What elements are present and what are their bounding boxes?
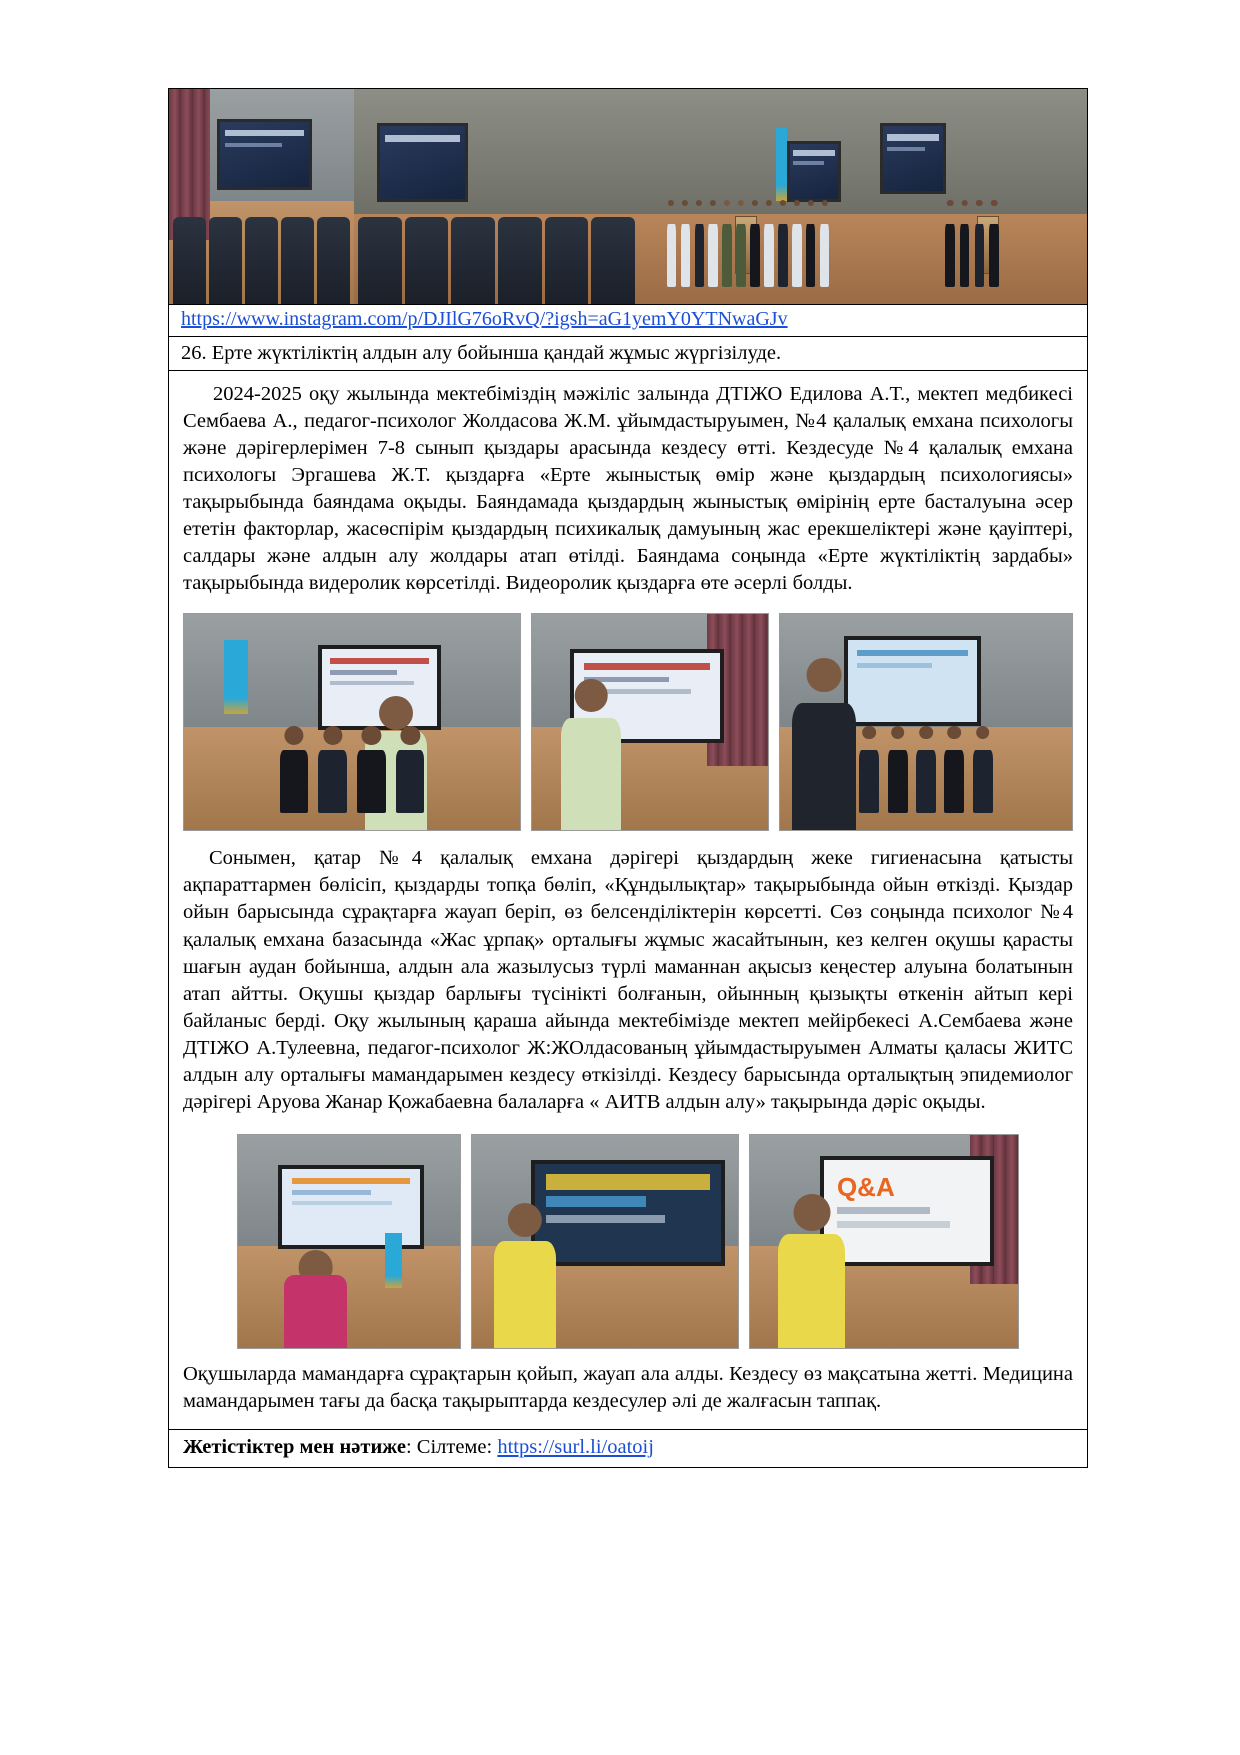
paragraph-2: Сонымен, қатар №4 қалалық емхана дәрігері қыздардың жеке гигиенасына қатысты ақпараттармен бөлісіп, қыздарды топқа бөліп, «Құндылықтар» тақырыбында ойын өткізді. Қыздар ойын барысында сұрақтарға жауап беріп, өз белсенділіктерін көрсетті. Сөз соңында психолог №4 қалалық емхана базасында «Жас ұрпақ» орталығы жұмыс жасайтынын, кез келген оқушы қарасты шағын аудан бойынша, алдын ала жазылусыз түрлі маманнан ақысыз кеңестер алуына болатынын атап айтты. Оқушы қыздар барлығы түсінікті болғанын, ойынның қызықты өткенін айтып кері байланыс берді. Оқу жылының қараша айында мектебімізде мектеп мейірбекесі А.Сембаева және ДТІЖО А.Тулеевна, педагог-психолог Ж:ЖОлдасованың ұйымдастыруымен Алматы қаласы ЖИТС алдын алу орталығы мамандарымен кездесу өткізілді. Кездесу барысында орталықтың эпидемиолог дәрігері Аруова Жанар Қожабаевна балаларға « АИТВ алдын алу» тақырында дәріс оқыды.	[183, 847, 1073, 1113]
document-table	[168, 88, 1088, 1468]
photo-row-1	[183, 613, 1073, 831]
students-standing-classroom-photo	[779, 613, 1073, 831]
collage-cell	[169, 89, 1088, 305]
instagram-link[interactable]: https://www.instagram.com/p/DJIlG76oRvQ/?igsh=aG1yemY0YTNwaGJv	[181, 308, 788, 330]
instagram-link-row	[169, 305, 1088, 337]
lecture-projector-photo	[237, 1134, 461, 1349]
aitv-presentation-photo	[471, 1134, 739, 1349]
result-link[interactable]: https://surl.li/oatoij	[497, 1435, 654, 1458]
collage-photo-left	[169, 89, 354, 304]
collage-photo-inset	[354, 89, 639, 304]
question-heading-row	[169, 337, 1088, 371]
result-cell	[169, 1429, 1088, 1467]
body-cell	[169, 371, 1088, 1430]
photo-row-2	[183, 1134, 1073, 1349]
instagram-link-cell	[169, 305, 1088, 337]
body-row	[169, 371, 1088, 1430]
question-heading: 26. Ерте жүктіліктің алдын алу бойынша қандай жұмыс жүргізілуде.	[169, 337, 1088, 371]
result-label: Жетістіктер мен нәтиже	[183, 1435, 406, 1458]
result-row	[169, 1429, 1088, 1467]
paragraph-1: 2024-2025 оқу жылында мектебіміздің мәжіліс залында ДТІЖО Едилова А.Т., мектеп медбикесі Сембаева А., педагог-психолог Жолдасова Ж.М. ұйымдастыруымен, №4 қалалық емхана психологы және дәрігерлерімен 7-8 сынып қыздары арасында кездесу өтті. Кездесуде №4 қалалық емхана психологы Эргашева Ж.Т. қыздарға «Ерте жыныстық өмір және қыздардың психологиясы» тақырыбында баяндама оқыды. Баяндамада қыздардың жыныстық өмірінің ерте басталуына әсер ететін факторлар, жасөспірім қыздардың психикалық дамуының жас ерекшеліктері және қауіптері, салдары және алдын алу жолдары атап өтілді. Баяндама соңында «Ерте жүктіліктің зардабы» тақырыбында видеролик көрсетілді. Видеоролик қыздарға өте әсерлі болды.	[183, 383, 1073, 595]
meeting-girls-auditorium-photo	[183, 613, 521, 831]
presenter-with-screen-photo	[531, 613, 769, 831]
school-assembly-hall-collage	[169, 89, 1087, 304]
collage-photo-center	[639, 89, 857, 304]
collage-row	[169, 89, 1088, 305]
result-separator: : Сілтеме:	[405, 1435, 498, 1458]
qa-session-photo	[749, 1134, 1019, 1349]
collage-photo-right	[857, 89, 1087, 304]
qa-slide-title: Q&A	[836, 1172, 895, 1203]
paragraph-3: Оқушыларда мамандарға сұрақтарын қойып, жауап ала алды. Кездесу өз мақсатына жетті. Медицина мамандарымен тағы да басқа тақырыптарда кездесулер әлі де жалғасын таппақ.	[183, 1362, 1073, 1412]
